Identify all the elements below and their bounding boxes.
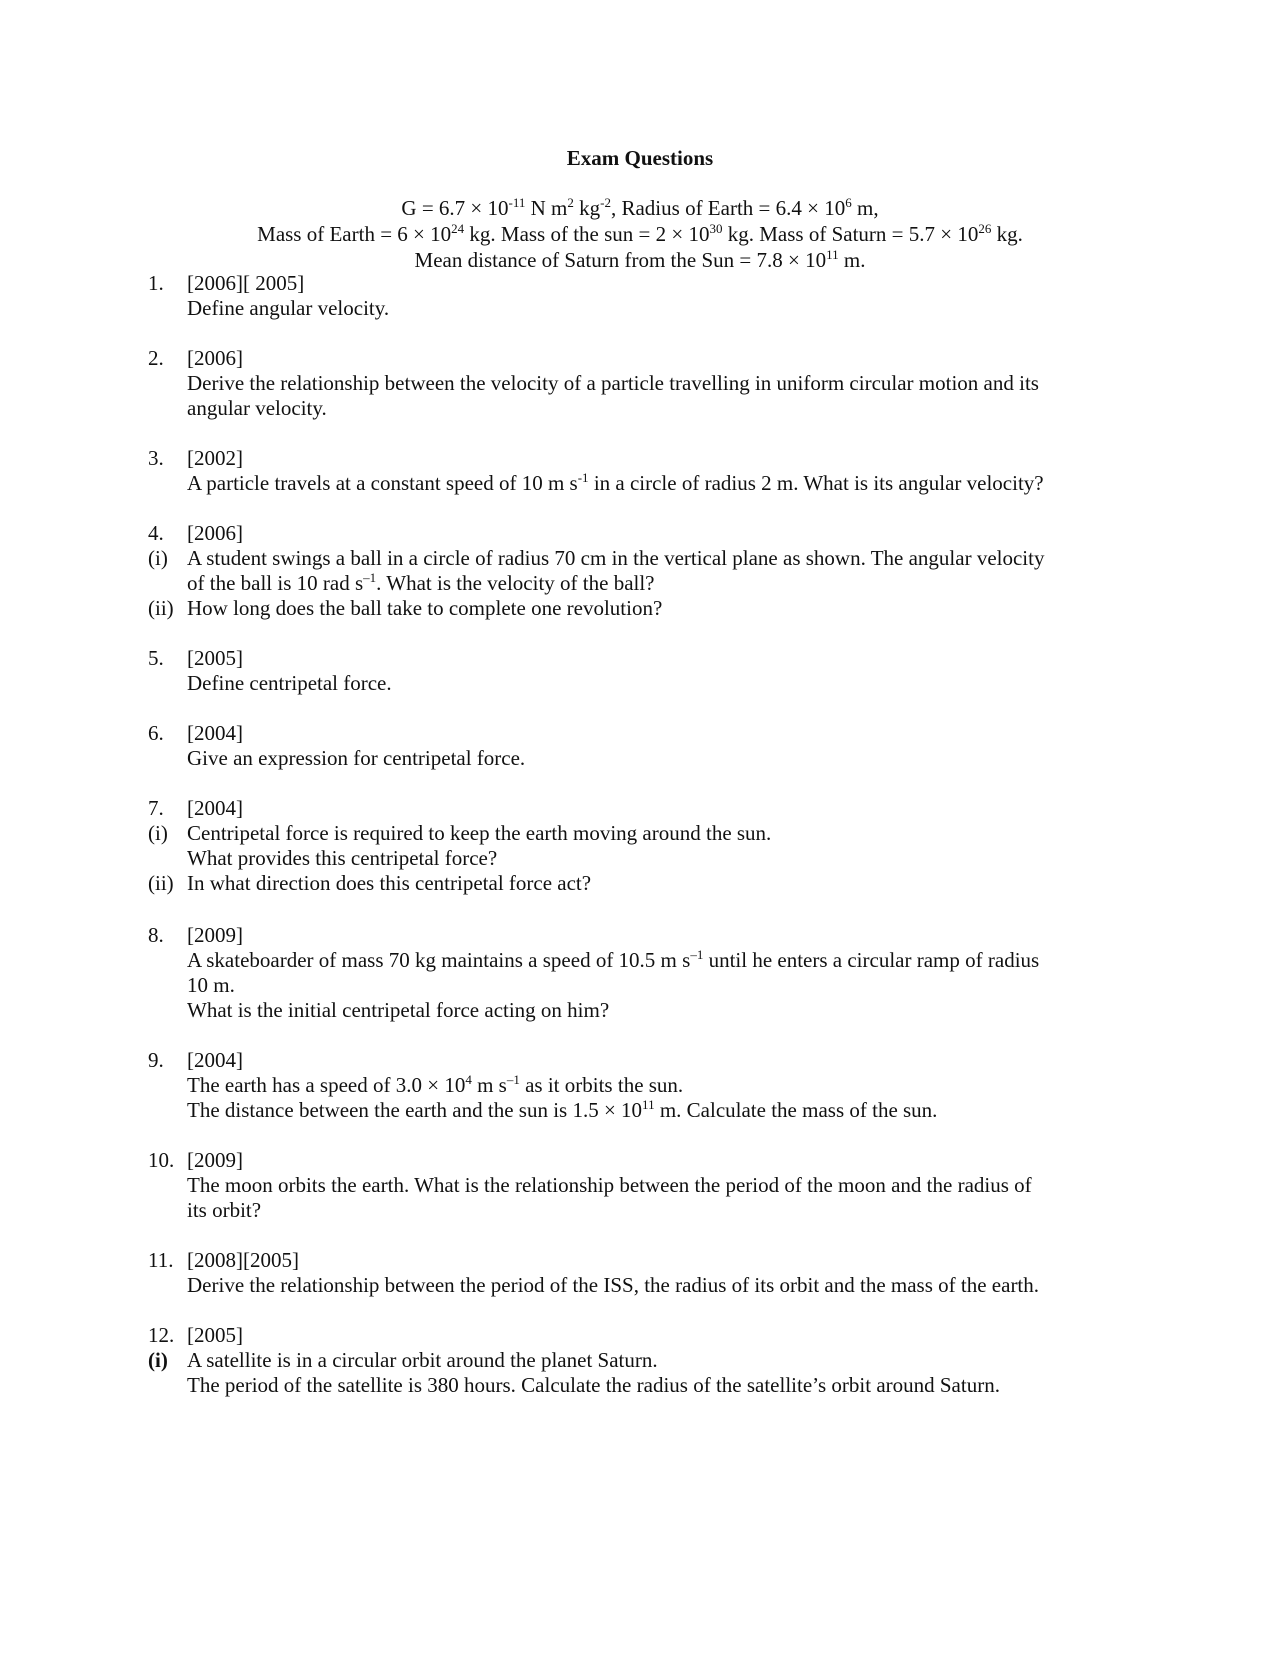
question-text-line xyxy=(187,370,1039,396)
text-run: in a circle of radius 2 m. What is its angular velocity? xyxy=(588,471,1044,495)
superscript: 4 xyxy=(465,1072,472,1087)
text-run: Derive the relationship between the velocity of a particle travelling in uniform circular motion and its xyxy=(187,371,1039,395)
text-run: Centripetal force is required to keep the earth moving around the sun. xyxy=(187,821,772,845)
question-number: 6. xyxy=(148,721,164,745)
question-text-line xyxy=(187,470,1044,496)
text-run: N m xyxy=(525,196,568,220)
text-run: , Radius of Earth = 6.4 × 10 xyxy=(610,196,846,220)
question-number: 10. xyxy=(148,1148,175,1172)
question-number: 5. xyxy=(148,646,164,670)
question-text-line xyxy=(187,1097,937,1123)
question-year: [2002] xyxy=(187,446,243,470)
text-run: kg. xyxy=(991,222,1023,246)
question-year: [2006] xyxy=(187,521,243,545)
superscript: -1 xyxy=(577,470,589,485)
superscript: 11 xyxy=(642,1097,655,1112)
text-run: The period of the satellite is 380 hours. Calculate the radius of the satellite’s orbit around Saturn. xyxy=(187,1373,1000,1397)
superscript: 30 xyxy=(709,221,723,236)
question-text-line xyxy=(187,870,591,896)
question-number: 3. xyxy=(148,446,164,470)
superscript: –1 xyxy=(363,570,377,585)
question-number: 4. xyxy=(148,521,164,545)
question-year: [2009] xyxy=(187,923,243,947)
text-run: kg. Mass of Saturn = 5.7 × 10 xyxy=(722,222,979,246)
question-text-line xyxy=(187,295,389,321)
question-number: 12. xyxy=(148,1323,175,1347)
text-run: Define centripetal force. xyxy=(187,671,392,695)
question-part-label: (i) xyxy=(148,821,168,845)
superscript: 2 xyxy=(567,195,574,210)
question-text-line xyxy=(187,745,525,771)
superscript: –1 xyxy=(506,1072,520,1087)
text-run: A particle travels at a constant speed of 10 m s xyxy=(187,471,578,495)
question-text-line xyxy=(187,845,497,871)
question-year: [2005] xyxy=(187,1323,243,1347)
text-run: The distance between the earth and the sun is 1.5 × 10 xyxy=(187,1098,643,1122)
superscript: 11 xyxy=(826,247,839,262)
text-run: The earth has a speed of 3.0 × 10 xyxy=(187,1073,466,1097)
question-number: 9. xyxy=(148,1048,164,1072)
text-run: m. xyxy=(838,248,866,272)
text-run: of the ball is 10 rad s xyxy=(187,571,364,595)
superscript: 24 xyxy=(451,221,465,236)
superscript: –1 xyxy=(690,947,704,962)
question-text-line xyxy=(187,1197,261,1223)
question-text-line xyxy=(187,1072,683,1098)
text-run: In what direction does this centripetal force act? xyxy=(187,871,592,895)
text-run: G = 6.7 × 10 xyxy=(401,196,509,220)
superscript: -2 xyxy=(600,195,611,210)
question-part-label: (ii) xyxy=(148,871,174,895)
question-text-line xyxy=(187,1172,1032,1198)
text-run: A satellite is in a circular orbit around the planet Saturn. xyxy=(187,1348,658,1372)
question-year: [2004] xyxy=(187,1048,243,1072)
question-year: [2006][ 2005] xyxy=(187,271,305,295)
text-run: until he enters a circular ramp of radius xyxy=(703,948,1040,972)
constants-line-1 xyxy=(0,195,1280,221)
question-text-line xyxy=(187,1272,1039,1298)
question-text-line xyxy=(187,972,235,998)
text-run: Derive the relationship between the period of the ISS, the radius of its orbit and the mass of the earth. xyxy=(187,1273,1040,1297)
question-text-line xyxy=(187,1347,658,1373)
text-run: kg. Mass of the sun = 2 × 10 xyxy=(464,222,710,246)
question-number: 1. xyxy=(148,271,164,295)
question-number: 8. xyxy=(148,923,164,947)
superscript: 26 xyxy=(978,221,992,236)
text-run: angular velocity. xyxy=(187,396,327,420)
text-run: Mean distance of Saturn from the Sun = 7.8 × 10 xyxy=(414,248,827,272)
text-run: its orbit? xyxy=(187,1198,262,1222)
question-year: [2008][2005] xyxy=(187,1248,299,1272)
question-year: [2009] xyxy=(187,1148,243,1172)
text-run: kg xyxy=(573,196,601,220)
question-year: [2006] xyxy=(187,346,243,370)
text-run: What is the initial centripetal force acting on him? xyxy=(187,998,610,1022)
text-run: Define angular velocity. xyxy=(187,296,390,320)
text-run: What provides this centripetal force? xyxy=(187,846,498,870)
question-text-line xyxy=(187,570,655,596)
text-run: as it orbits the sun. xyxy=(519,1073,684,1097)
question-text-line xyxy=(187,1372,1000,1398)
question-text-line xyxy=(187,395,327,421)
text-run: Mass of Earth = 6 × 10 xyxy=(257,222,452,246)
text-run: m s xyxy=(471,1073,507,1097)
question-text-line xyxy=(187,997,609,1023)
question-year: [2004] xyxy=(187,721,243,745)
text-run: m. Calculate the mass of the sun. xyxy=(654,1098,938,1122)
question-year: [2005] xyxy=(187,646,243,670)
superscript: -11 xyxy=(508,195,526,210)
question-number: 2. xyxy=(148,346,164,370)
question-text-line xyxy=(187,947,1039,973)
question-text-line xyxy=(187,820,771,846)
question-text-line xyxy=(187,595,662,621)
text-run: m, xyxy=(851,196,879,220)
question-year: [2004] xyxy=(187,796,243,820)
question-part-label: (i) xyxy=(148,546,168,570)
text-run: . What is the velocity of the ball? xyxy=(376,571,655,595)
text-run: 10 m. xyxy=(187,973,235,997)
question-part-label: (ii) xyxy=(148,596,174,620)
page-title: Exam Questions xyxy=(566,146,714,170)
question-number: 7. xyxy=(148,796,164,820)
text-run: The moon orbits the earth. What is the relationship between the period of the moon and the radius of xyxy=(187,1173,1032,1197)
text-run: How long does the ball take to complete one revolution? xyxy=(187,596,663,620)
question-part-label: (i) xyxy=(148,1348,168,1372)
question-text-line xyxy=(187,670,392,696)
question-text-line xyxy=(187,545,1044,571)
text-run: A student swings a ball in a circle of radius 70 cm in the vertical plane as shown. The angular velocity xyxy=(187,546,1045,570)
text-run: Give an expression for centripetal force. xyxy=(187,746,526,770)
text-run: A skateboarder of mass 70 kg maintains a speed of 10.5 m s xyxy=(187,948,691,972)
question-number: 11. xyxy=(148,1248,174,1272)
constants-line-2 xyxy=(0,221,1280,247)
superscript: 6 xyxy=(845,195,852,210)
